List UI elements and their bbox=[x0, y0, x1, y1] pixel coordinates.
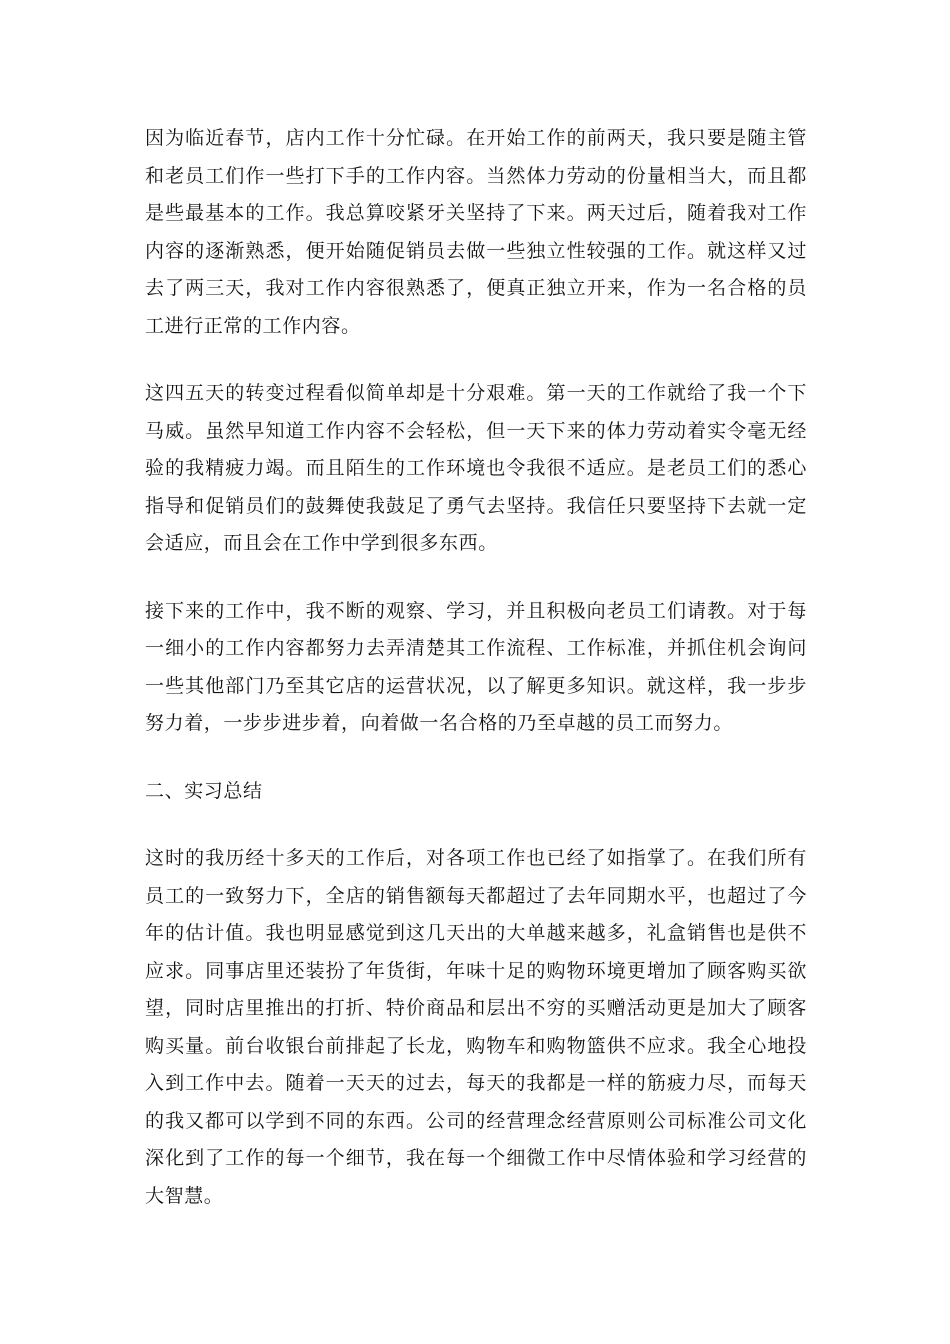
section-heading: 二、实习总结 bbox=[145, 779, 263, 802]
paragraph-1: 因为临近春节，店内工作十分忙碌。在开始工作的前两天，我只要是随主管和老员工们作一些打下手的工作内容。当然体力劳动的份量相当大，而且都是些最基本的工作。我总算咬紧牙关坚持了下来。两天过后，随着我对工作内容的逐渐熟悉，便开始随促销员去做一些独立性较强的工作。就这样又过去了两三天，我对工作内容很熟悉了，便真正独立开来，作为一名合格的员工进行正常的工作内容。 bbox=[145, 127, 807, 337]
paragraph-2: 这四五天的转变过程看似简单却是十分艰难。第一天的工作就给了我一个下马威。虽然早知道工作内容不会轻松，但一天下来的体力劳动着实令毫无经验的我精疲力竭。而且陌生的工作环境也令我很不适应。是老员工们的悉心指导和促销员们的鼓舞使我鼓足了勇气去坚持。我信任只要坚持下去就一定会适应，而且会在工作中学到很多东西。 bbox=[145, 382, 807, 554]
paragraph-3: 接下来的工作中，我不断的观察、学习，并且积极向老员工们请教。对于每一细小的工作内容都努力去弄清楚其工作流程、工作标准，并抓住机会询问一些其他部门乃至其它店的运营状况，以了解更多知识。就这样，我一步步努力着，一步步进步着，向着做一名合格的乃至卓越的员工而努力。 bbox=[145, 599, 807, 734]
document-body bbox=[145, 120, 807, 1215]
summary-paragraph: 这时的我历经十多天的工作后，对各项工作也已经了如指掌了。在我们所有员工的一致努力下，全店的销售额每天都超过了去年同期水平，也超过了今年的估计值。我也明显感觉到这几天出的大单越来越多，礼盒销售也是供不应求。同事店里还装扮了年货街，年味十足的购物环境更增加了顾客购买欲望，同时店里推出的打折、特价商品和层出不穷的买赠活动更是加大了顾客购买量。前台收银台前排起了长龙，购物车和购物篮供不应求。我全心地投入到工作中去。随着一天天的过去，每天的我都是一样的筋疲力尽，而每天的我又都可以学到不同的东西。公司的经营理念经营原则公司标准公司文化深化到了工作的每一个细节，我在每一个细微工作中尽情体验和学习经营的大智慧。 bbox=[145, 847, 807, 1207]
